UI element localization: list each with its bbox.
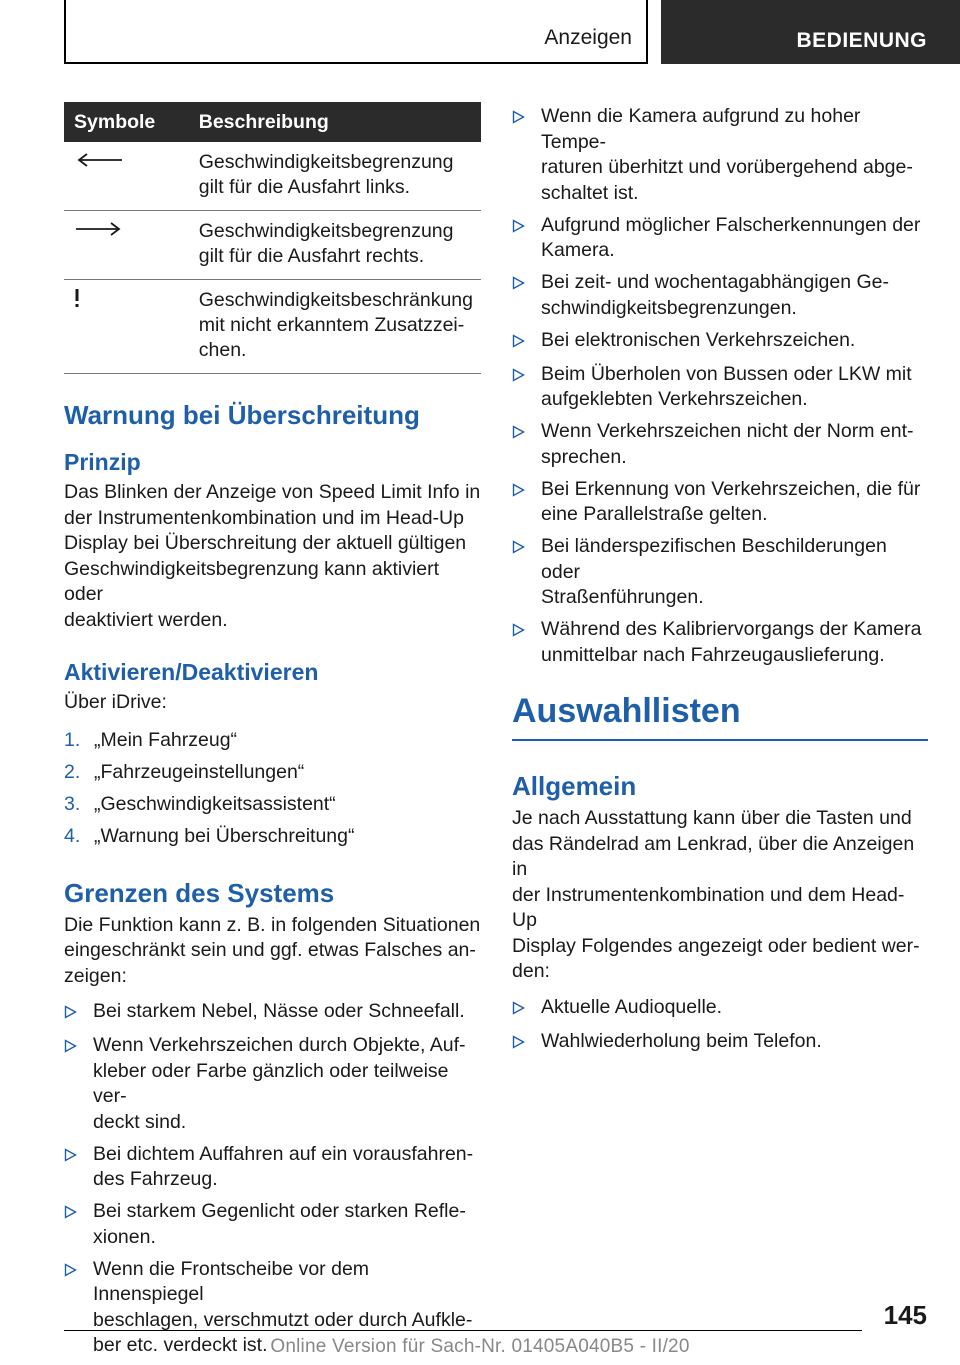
text-line: sprechen. (541, 445, 627, 468)
step-number: 1. (64, 728, 81, 751)
allgemein-paragraph (512, 806, 928, 985)
description-cell (187, 211, 481, 280)
text-line: Bei zeit- und wochentagabhängigen Ge- (541, 271, 889, 293)
text-line: der Instrumentenkombination und im Head-Up (64, 506, 464, 529)
step-text: „Mein Fahrzeug“ (94, 728, 238, 751)
text-line: aufgeklebten Verkehrszeichen. (541, 388, 808, 410)
text-line: Je nach Ausstattung kann über die Tasten und (512, 807, 912, 829)
list-item (64, 728, 481, 760)
list-item (512, 213, 928, 264)
header-chapter-tab (661, 0, 960, 64)
triangle-bullet-icon (64, 1039, 77, 1053)
triangle-bullet-icon (512, 623, 525, 637)
step-text: „Warnung bei Überschreitung“ (94, 824, 355, 847)
list-item (512, 270, 928, 321)
text-line: Bei Erkennung von Verkehrszeichen, die für (541, 477, 921, 500)
text-line: Aktuelle Audioquelle. (541, 995, 723, 1018)
subsection-title-aktivieren: Aktivieren/Deaktivieren (64, 659, 319, 685)
text-line: Während des Kalibriervorgangs der Kamera (541, 618, 922, 640)
section-title-warnung: Warnung bei Überschreitung (64, 400, 420, 430)
description-line: gilt für die Ausfahrt rechts. (198, 245, 425, 267)
text-line: deaktiviert werden. (64, 608, 228, 631)
list-item (512, 477, 928, 528)
table-row (64, 142, 481, 211)
triangle-bullet-icon (512, 334, 525, 348)
auswahl-list (512, 995, 928, 1057)
description-line: mit nicht erkanntem Zusatzzei- (198, 314, 465, 336)
text-line: Display bei Überschreitung der aktuell gültigen (64, 532, 467, 554)
text-line: Das Blinken der Anzeige von Speed Limit Info in (64, 481, 481, 503)
triangle-bullet-icon (512, 425, 525, 439)
text-line: zeigen: (64, 964, 127, 987)
list-item (512, 104, 928, 206)
section-title-grenzen: Grenzen des Systems (64, 877, 335, 908)
header-section-box (64, 0, 648, 64)
description-line: Geschwindigkeitsbegrenzung (198, 151, 454, 173)
step-number: 4. (64, 824, 81, 847)
text-line: schaltet ist. (541, 181, 639, 204)
text-line: Wenn Verkehrszeichen durch Objekte, Auf- (93, 1034, 466, 1056)
text-line: den: (512, 960, 550, 982)
description-cell (187, 280, 481, 374)
text-line: des Fahrzeug. (93, 1168, 218, 1190)
aktivieren-intro: Über iDrive: (64, 691, 167, 713)
arrow-right-icon (74, 219, 124, 239)
text-line: Wenn Verkehrszeichen nicht der Norm ent- (541, 420, 914, 442)
footer-divider (64, 1330, 862, 1331)
text-line: Bei starkem Nebel, Nässe oder Schneefall. (93, 1000, 465, 1022)
description-cell (187, 142, 481, 211)
list-item (512, 328, 928, 356)
text-line: Bei länderspezifischen Beschilderungen oder (541, 535, 887, 583)
triangle-bullet-icon (64, 1205, 77, 1219)
text-line: Wenn die Kamera aufgrund zu hoher Tempe- (541, 105, 861, 153)
text-line: raturen überhitzt und vorübergehend abge- (541, 156, 913, 178)
page-number: 145 (883, 1300, 927, 1330)
description-line: chen. (198, 339, 247, 361)
symbol-cell (64, 211, 187, 280)
subsection-title-prinzip: Prinzip (64, 449, 141, 475)
steps-list (64, 728, 481, 856)
triangle-bullet-icon (64, 1263, 77, 1277)
description-line: gilt für die Ausfahrt links. (198, 176, 411, 198)
text-line: schwindigkeitsbegrenzungen. (541, 296, 797, 319)
grenzen-list-left (64, 999, 481, 1359)
text-line: xionen. (93, 1225, 156, 1248)
list-item (64, 999, 481, 1027)
triangle-bullet-icon (512, 110, 525, 124)
right-column (512, 102, 928, 1063)
table-row (64, 211, 481, 280)
text-line: Bei dichtem Auffahren auf ein vorausfahren- (93, 1142, 474, 1165)
text-line: Bei elektronischen Verkehrszeichen. (541, 328, 856, 351)
text-line: Geschwindigkeitsbegrenzung kann aktiviert oder (64, 557, 440, 605)
text-line: Wahlwiederholung beim Telefon. (541, 1029, 822, 1052)
text-line: kleber oder Farbe gänzlich oder teilweise ver- (93, 1059, 449, 1107)
table-row (64, 280, 481, 374)
text-line: eingeschränkt sein und ggf. etwas Falsches an- (64, 939, 476, 961)
text-line: eine Parallelstraße gelten. (541, 503, 768, 525)
symbol-cell (64, 142, 187, 211)
list-item (512, 995, 928, 1023)
step-text: „Geschwindigkeitsassistent“ (94, 792, 336, 815)
section-title-auswahllisten: Auswahllisten (512, 692, 928, 741)
text-line: Straßenführungen. (541, 586, 704, 608)
triangle-bullet-icon (512, 540, 525, 554)
text-line: Wenn die Frontscheibe vor dem Innenspiegel (93, 1257, 370, 1305)
triangle-bullet-icon (512, 276, 525, 290)
description-line: Geschwindigkeitsbegrenzung (198, 220, 454, 242)
list-item (64, 1199, 481, 1250)
text-line: unmittelbar nach Fahrzeugauslieferung. (541, 643, 885, 666)
description-line: Geschwindigkeitsbeschränkung (198, 289, 473, 311)
subsection-title-allgemein: Allgemein (512, 771, 637, 801)
text-line: Kamera. (541, 239, 615, 261)
triangle-bullet-icon (512, 219, 525, 233)
triangle-bullet-icon (64, 1148, 77, 1162)
text-line: deckt sind. (93, 1110, 187, 1133)
triangle-bullet-icon (512, 483, 525, 497)
text-line: Display Folgendes angezeigt oder bedient wer- (512, 934, 920, 957)
step-number: 2. (64, 760, 81, 783)
exclamation-icon (74, 288, 124, 308)
list-item (512, 1029, 928, 1057)
left-column (64, 102, 481, 1365)
text-line: ber etc. verdeckt ist. (93, 1334, 268, 1356)
triangle-bullet-icon (512, 1035, 525, 1049)
text-line: Die Funktion kann z. B. in folgenden Situationen (64, 913, 481, 936)
step-text: „Fahrzeugeinstellungen“ (94, 760, 305, 783)
triangle-bullet-icon (512, 1001, 525, 1015)
list-item (512, 362, 928, 413)
list-item (64, 792, 481, 824)
header-chapter-label: BEDIENUNG (796, 29, 927, 52)
text-line: Bei starkem Gegenlicht oder starken Refle- (93, 1200, 466, 1222)
list-item (512, 617, 928, 668)
list-item (64, 824, 481, 856)
symbol-cell (64, 280, 187, 374)
text-line: beschlagen, verschmutzt oder durch Aufkle- (93, 1308, 473, 1331)
triangle-bullet-icon (64, 1005, 77, 1019)
table-header-row (64, 102, 481, 142)
triangle-bullet-icon (512, 368, 525, 382)
list-item (512, 419, 928, 470)
grenzen-intro (64, 913, 481, 990)
step-number: 3. (64, 792, 81, 815)
arrow-left-icon (74, 150, 124, 170)
grenzen-list-right (512, 104, 928, 668)
text-line: Beim Überholen von Bussen oder LKW mit (541, 362, 912, 385)
text-line: das Rändelrad am Lenkrad, über die Anzeigen in (512, 832, 915, 880)
text-line: der Instrumentenkombination und dem Head-Up (512, 883, 905, 931)
table-header-beschreibung: Beschreibung (187, 102, 481, 142)
list-item (64, 760, 481, 792)
header-section-label: Anzeigen (544, 26, 632, 49)
prinzip-paragraph (64, 480, 481, 633)
text-line: Aufgrund möglicher Falscherkennungen der (541, 213, 921, 236)
list-item (64, 1142, 481, 1193)
table-header-symbole: Symbole (64, 102, 187, 142)
list-item (64, 1033, 481, 1135)
symbol-table (64, 102, 481, 374)
footer-text: Online Version für Sach-Nr. 01405A040B5 - II/20 (270, 1336, 690, 1357)
list-item (512, 534, 928, 611)
